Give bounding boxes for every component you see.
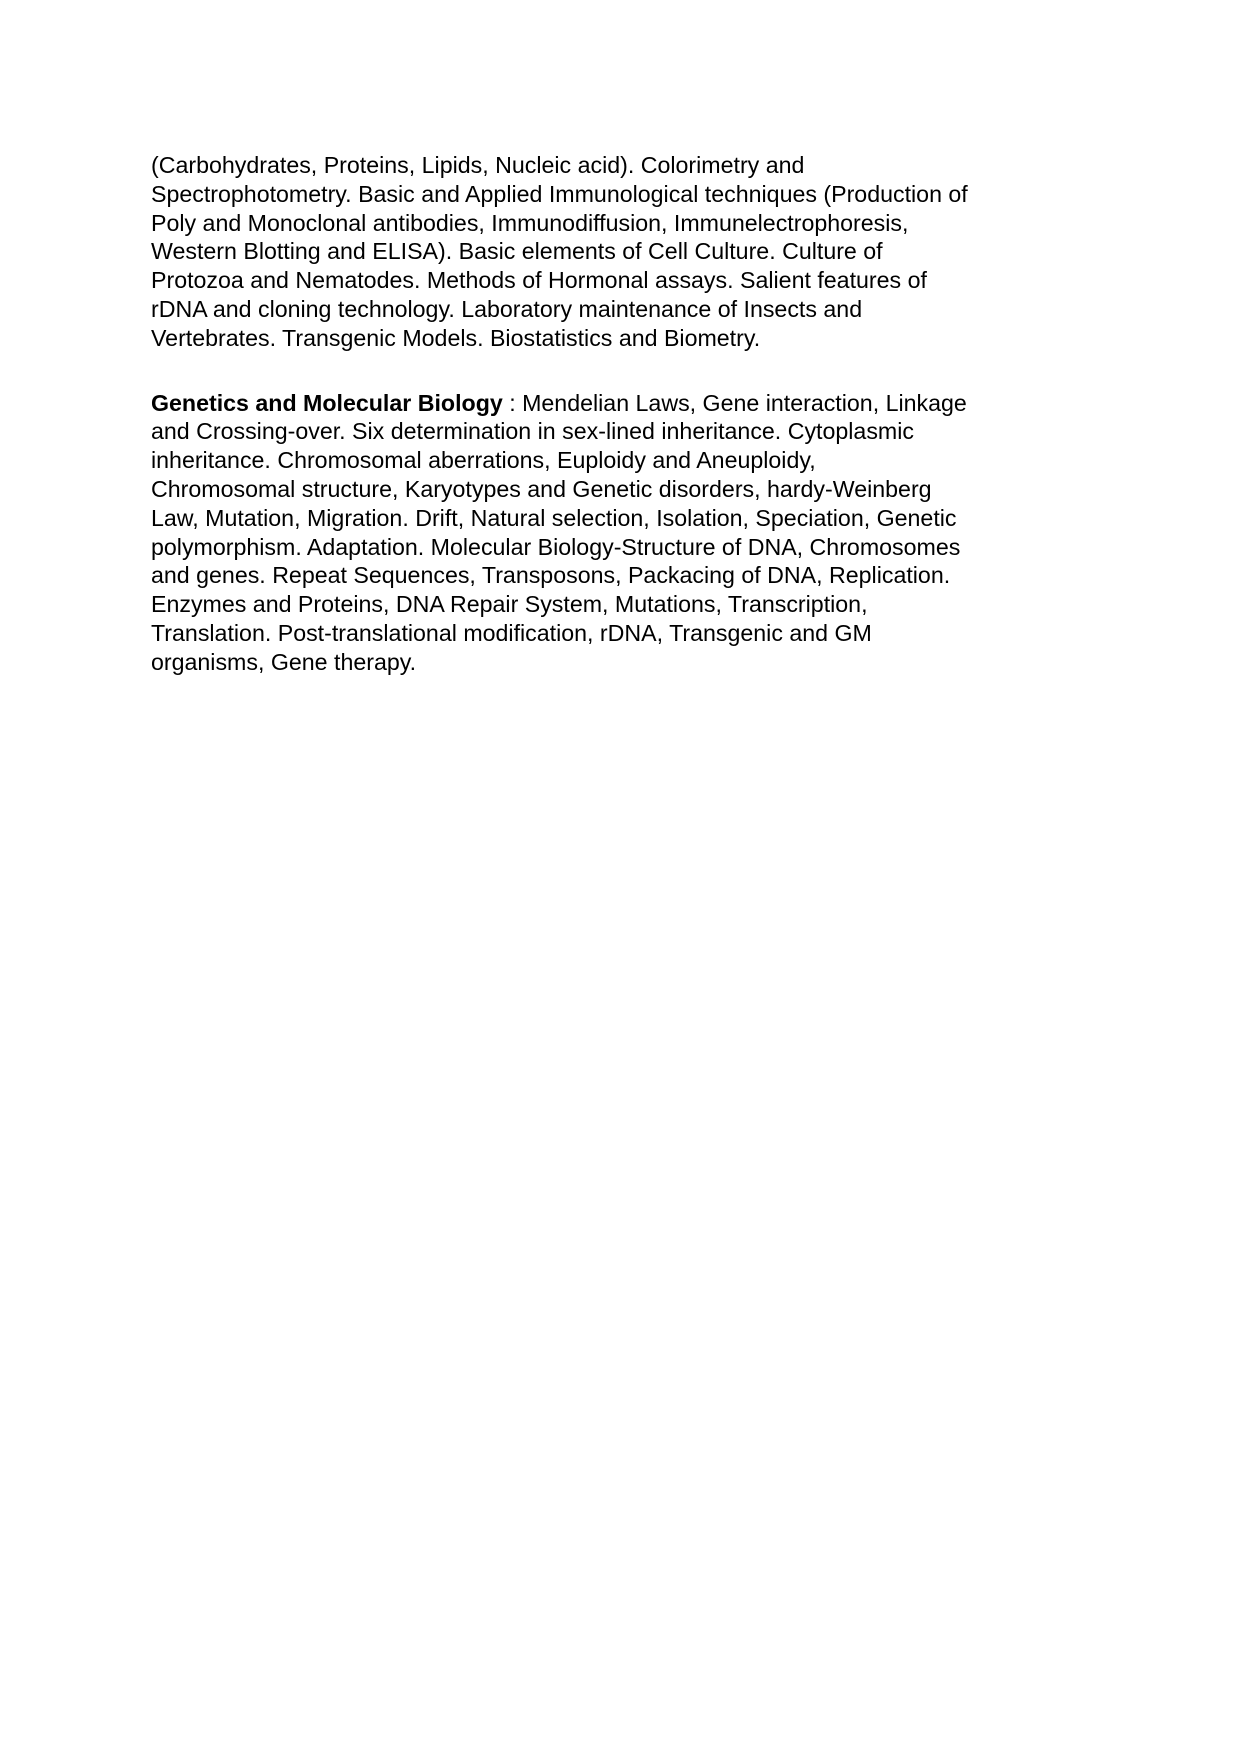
- text-line: Enzymes and Proteins, DNA Repair System, Mutations, Transcription,: [151, 591, 868, 618]
- text-line: Poly and Monoclonal antibodies, Immunodiffusion, Immunelectrophoresis,: [151, 209, 909, 236]
- paragraph-techniques: [151, 151, 1051, 353]
- text-line: Western Blotting and ELISA). Basic elements of Cell Culture. Culture of: [151, 238, 883, 265]
- text-line: and Crossing-over. Six determination in sex-lined inheritance. Cytoplasmic: [151, 418, 914, 445]
- section-heading: Genetics and Molecular Biology: [151, 389, 503, 416]
- text-line: (Carbohydrates, Proteins, Lipids, Nucleic acid). Colorimetry and: [151, 152, 805, 178]
- page-content: [151, 151, 1051, 677]
- text-line: Law, Mutation, Migration. Drift, Natural selection, Isolation, Speciation, Genetic: [151, 504, 957, 531]
- text-line: [151, 389, 1051, 418]
- paragraph-genetics: [151, 389, 1051, 677]
- text-line: Vertebrates. Transgenic Models. Biostatistics and Biometry.: [151, 324, 761, 351]
- heading-continuation: : Mendelian Laws, Gene interaction, Linkage: [502, 389, 967, 416]
- text-line: Chromosomal structure, Karyotypes and Genetic disorders, hardy-Weinberg: [151, 475, 932, 502]
- text-line: Translation. Post-translational modification, rDNA, Transgenic and GM: [151, 619, 872, 646]
- text-line: polymorphism. Adaptation. Molecular Biology-Structure of DNA, Chromosomes: [151, 533, 961, 560]
- text-line: inheritance. Chromosomal aberrations, Euploidy and Aneuploidy,: [151, 447, 816, 474]
- text-line: organisms, Gene therapy.: [151, 648, 417, 675]
- text-line: and genes. Repeat Sequences, Transposons, Packacing of DNA, Replication.: [151, 562, 951, 589]
- text-line: Protozoa and Nematodes. Methods of Hormonal assays. Salient features of: [151, 267, 927, 294]
- text-line: Spectrophotometry. Basic and Applied Immunological techniques (Production of: [151, 180, 968, 207]
- text-line: rDNA and cloning technology. Laboratory maintenance of Insects and: [151, 295, 863, 322]
